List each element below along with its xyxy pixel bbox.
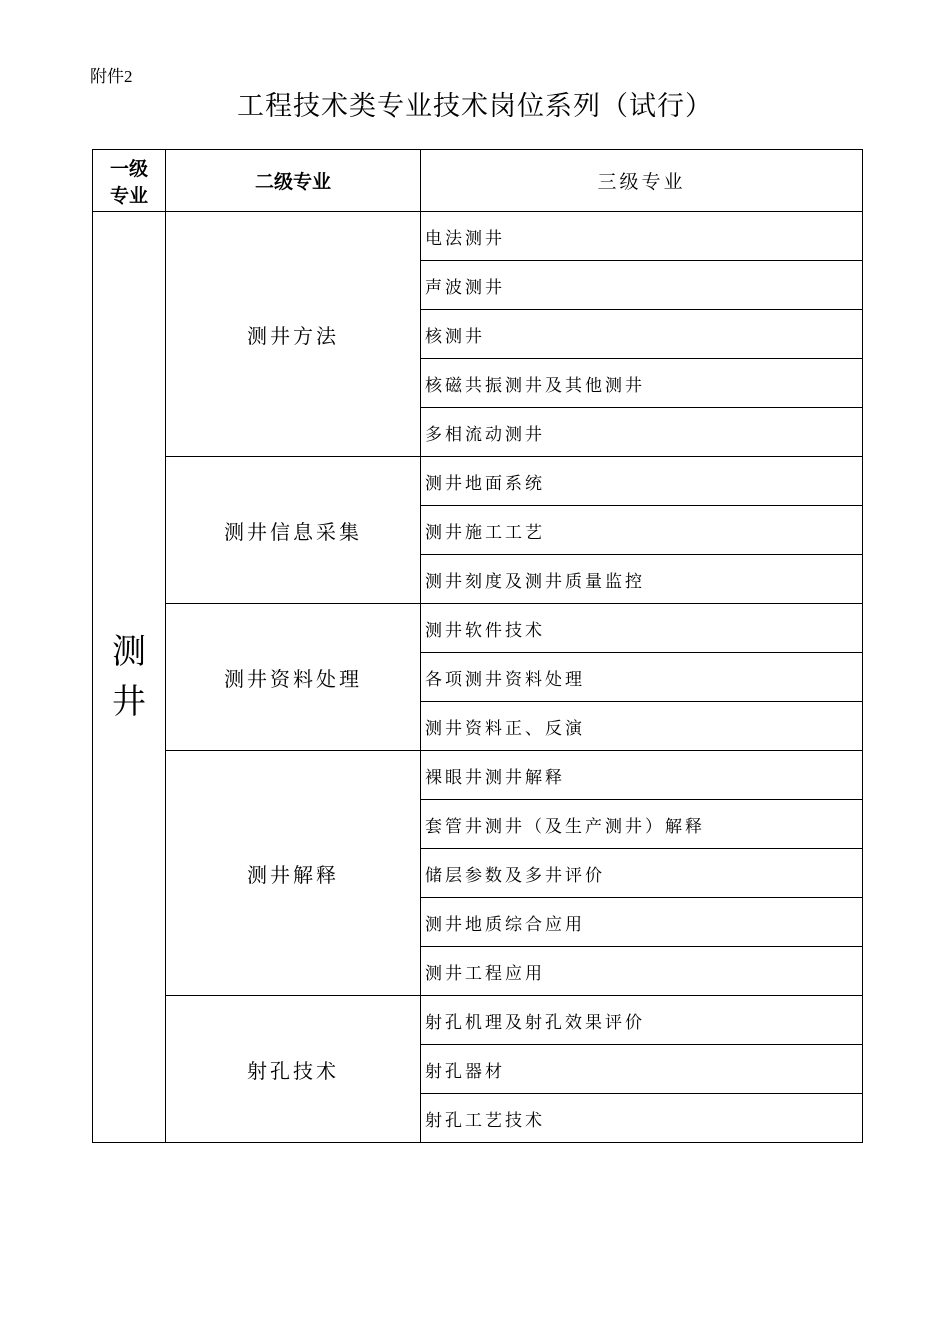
specialty-table bbox=[92, 149, 863, 1143]
table-row bbox=[93, 751, 863, 800]
level3-specialty: 核磁共振测井及其他测井 bbox=[421, 359, 863, 408]
level3-specialty: 声波测井 bbox=[421, 261, 863, 310]
level3-specialty: 测井施工工艺 bbox=[421, 506, 863, 555]
level3-specialty: 多相流动测井 bbox=[421, 408, 863, 457]
level3-specialty: 测井地质综合应用 bbox=[421, 898, 863, 947]
level3-specialty: 测井地面系统 bbox=[421, 457, 863, 506]
level3-specialty: 电法测井 bbox=[421, 212, 863, 261]
level3-specialty: 测井软件技术 bbox=[421, 604, 863, 653]
level3-specialty: 核测井 bbox=[421, 310, 863, 359]
level3-specialty: 测井工程应用 bbox=[421, 947, 863, 996]
level3-specialty: 套管井测井（及生产测井）解释 bbox=[421, 800, 863, 849]
level1-specialty-text: 测井 bbox=[112, 632, 146, 722]
level3-specialty: 测井刻度及测井质量监控 bbox=[421, 555, 863, 604]
level3-specialty: 射孔工艺技术 bbox=[421, 1094, 863, 1143]
table-row bbox=[93, 996, 863, 1045]
level3-specialty: 裸眼井测井解释 bbox=[421, 751, 863, 800]
level3-specialty: 各项测井资料处理 bbox=[421, 653, 863, 702]
table-row bbox=[93, 212, 863, 261]
attachment-label: 附件2 bbox=[90, 67, 133, 86]
level3-specialty: 射孔器材 bbox=[421, 1045, 863, 1094]
level2-specialty: 测井方法 bbox=[166, 212, 421, 457]
level2-specialty: 测井信息采集 bbox=[166, 457, 421, 604]
document-title: 工程技术类专业技术岗位系列（试行） bbox=[237, 91, 713, 122]
table-row bbox=[93, 457, 863, 506]
table-row bbox=[93, 604, 863, 653]
level2-specialty: 测井资料处理 bbox=[166, 604, 421, 751]
table-header-row bbox=[93, 150, 863, 212]
header-level1-line2: 专业 bbox=[109, 184, 148, 207]
table-body bbox=[93, 212, 863, 1143]
level3-specialty: 测井资料正、反演 bbox=[421, 702, 863, 751]
header-level1 bbox=[93, 150, 166, 212]
level3-specialty: 射孔机理及射孔效果评价 bbox=[421, 996, 863, 1045]
level3-specialty: 储层参数及多井评价 bbox=[421, 849, 863, 898]
header-level1-line1: 一级 bbox=[109, 157, 148, 180]
level2-specialty: 测井解释 bbox=[166, 751, 421, 996]
level1-specialty bbox=[93, 212, 166, 1143]
header-level2: 二级专业 bbox=[166, 150, 421, 212]
level2-specialty: 射孔技术 bbox=[166, 996, 421, 1143]
header-level3: 三级专业 bbox=[421, 150, 863, 212]
